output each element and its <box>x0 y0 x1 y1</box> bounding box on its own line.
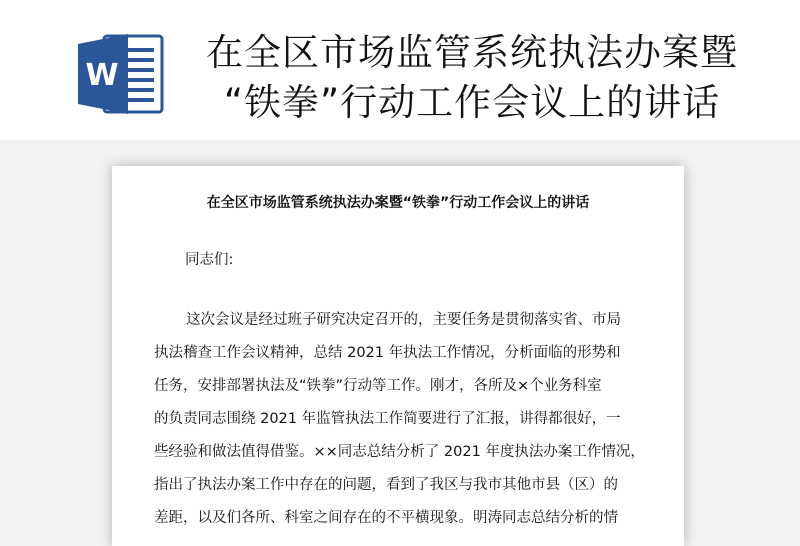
paragraph-line: 差距，以及们各所、科室之间存在的不平横现象。明涛同志总结分析的情 <box>154 510 618 526</box>
banner-title-line-2: “铁拳”行动工作会议上的讲话 <box>223 81 721 124</box>
paragraph-line: 些经验和做法值得借鉴。××同志总结分析了 2021 年度执法办案工作情况， <box>154 444 645 460</box>
paragraph-line: 执法稽查工作会议精神，总结 2021 年执法工作情况，分析面临的形势和 <box>154 345 621 361</box>
banner-title <box>192 28 752 128</box>
paragraph-line: 任务，安排部署执法及“铁拳”行动等工作。刚才，各所及×个业务科室 <box>154 378 602 394</box>
paragraph-line: 这次会议是经过班子研究决定召开的，主要任务是贯彻落实省、市局 <box>186 312 621 328</box>
word-logo-letter: W <box>85 58 119 93</box>
word-document-icon <box>76 30 166 118</box>
banner-title-line-1: 在全区市场监管系统执法办案暨 <box>206 31 738 74</box>
document-page <box>112 166 684 546</box>
document-title: 在全区市场监管系统执法办案暨“铁拳”行动工作会议上的讲话 <box>206 195 590 211</box>
banner <box>0 0 800 140</box>
paragraph-line: 指出了执法办案工作中存在的问题，看到了我区与我市其他市县（区）的 <box>154 477 618 493</box>
salutation: 同志们: <box>185 252 234 268</box>
paragraph-line: 的负责同志围绕 2021 年监管执法工作简要进行了汇报，讲得都很好，一 <box>154 411 621 427</box>
